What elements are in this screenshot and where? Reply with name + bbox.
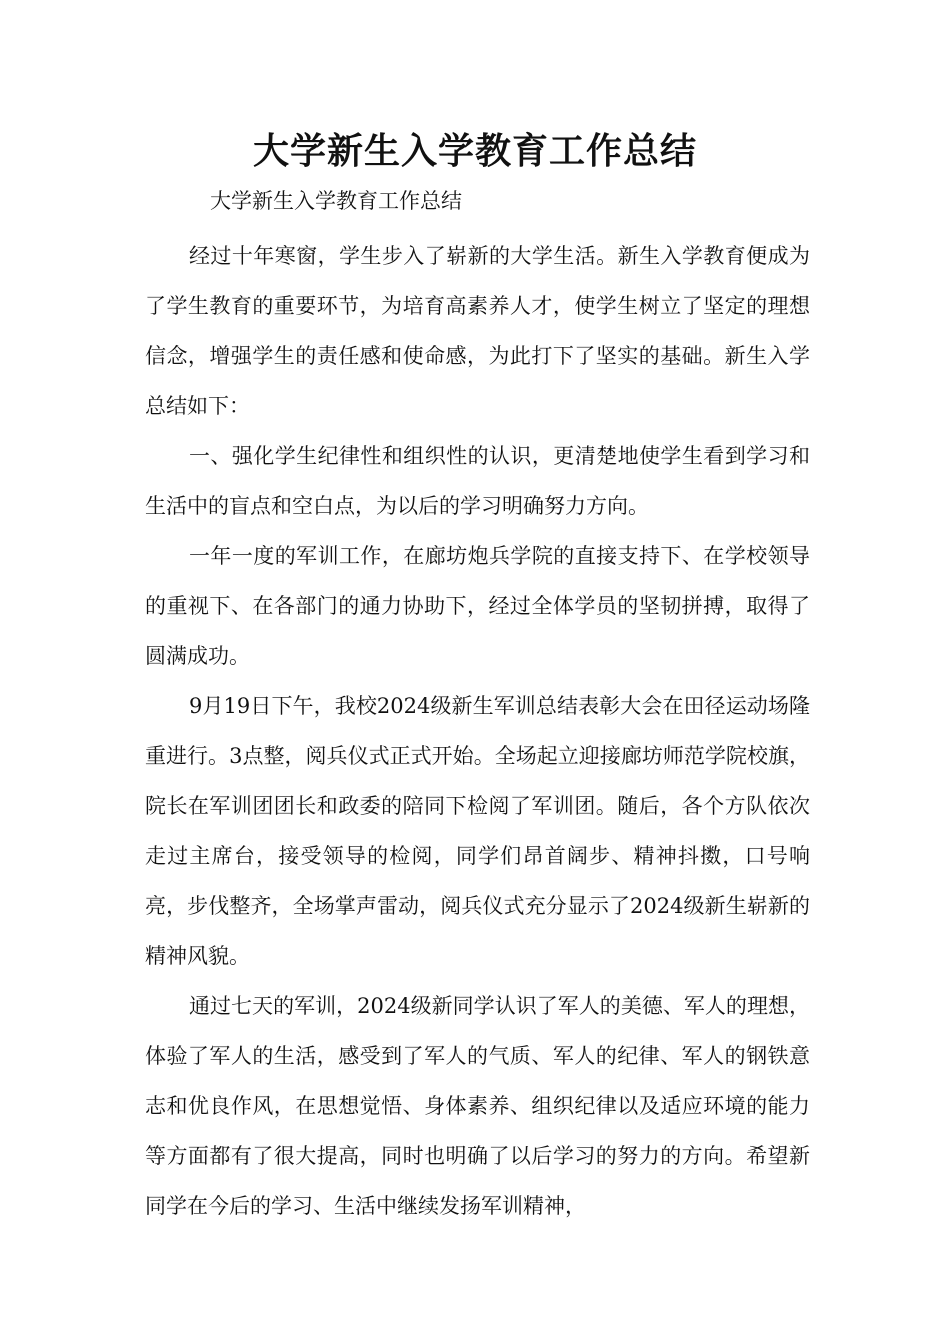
- document-title: 大学新生入学教育工作总结: [252, 131, 697, 172]
- document-subtitle: 大学新生入学教育工作总结: [210, 189, 462, 213]
- paragraph-training-results: 通过七天的军训，2024级新同学认识了军人的美德、军人的理想，体验了军人的生活，感受到了军人的气质、军人的纪律、军人的钢铁意志和优良作风，在思想觉悟、身体素养、组织纪律以及适应环境的能力等方面都有了很大提高，同时也明确了以后学习的努力的方向。希望新同学在今后的学习、生活中继续发扬军训精神，: [145, 994, 810, 1218]
- paragraph-intro: 经过十年寒窗，学生步入了崭新的大学生活。新生入学教育便成为了学生教育的重要环节，为培育高素养人才，使学生树立了坚定的理想信念，增强学生的责任感和使命感，为此打下了坚实的基础。新生入学总结如下：: [145, 244, 810, 418]
- paragraph-ceremony: 9月19日下午，我校2024级新生军训总结表彰大会在田径运动场隆重进行。3点整，阅兵仪式正式开始。全场起立迎接廊坊师范学院校旗，院长在军训团团长和政委的陪同下检阅了军训团。随后，各个方队依次走过主席台，接受领导的检阅，同学们昂首阔步、精神抖擞，口号响亮，步伐整齐，全场掌声雷动，阅兵仪式充分显示了2024级新生崭新的精神风貌。: [145, 694, 810, 968]
- paragraph-military-training: 一年一度的军训工作，在廊坊炮兵学院的直接支持下、在学校领导的重视下、在各部门的通力协助下，经过全体学员的坚韧拼搏，取得了圆满成功。: [145, 544, 810, 668]
- paragraph-section-one: 一、强化学生纪律性和组织性的认识，更清楚地使学生看到学习和生活中的盲点和空白点，为以后的学习明确努力方向。: [145, 444, 810, 518]
- document-body: [145, 231, 810, 1231]
